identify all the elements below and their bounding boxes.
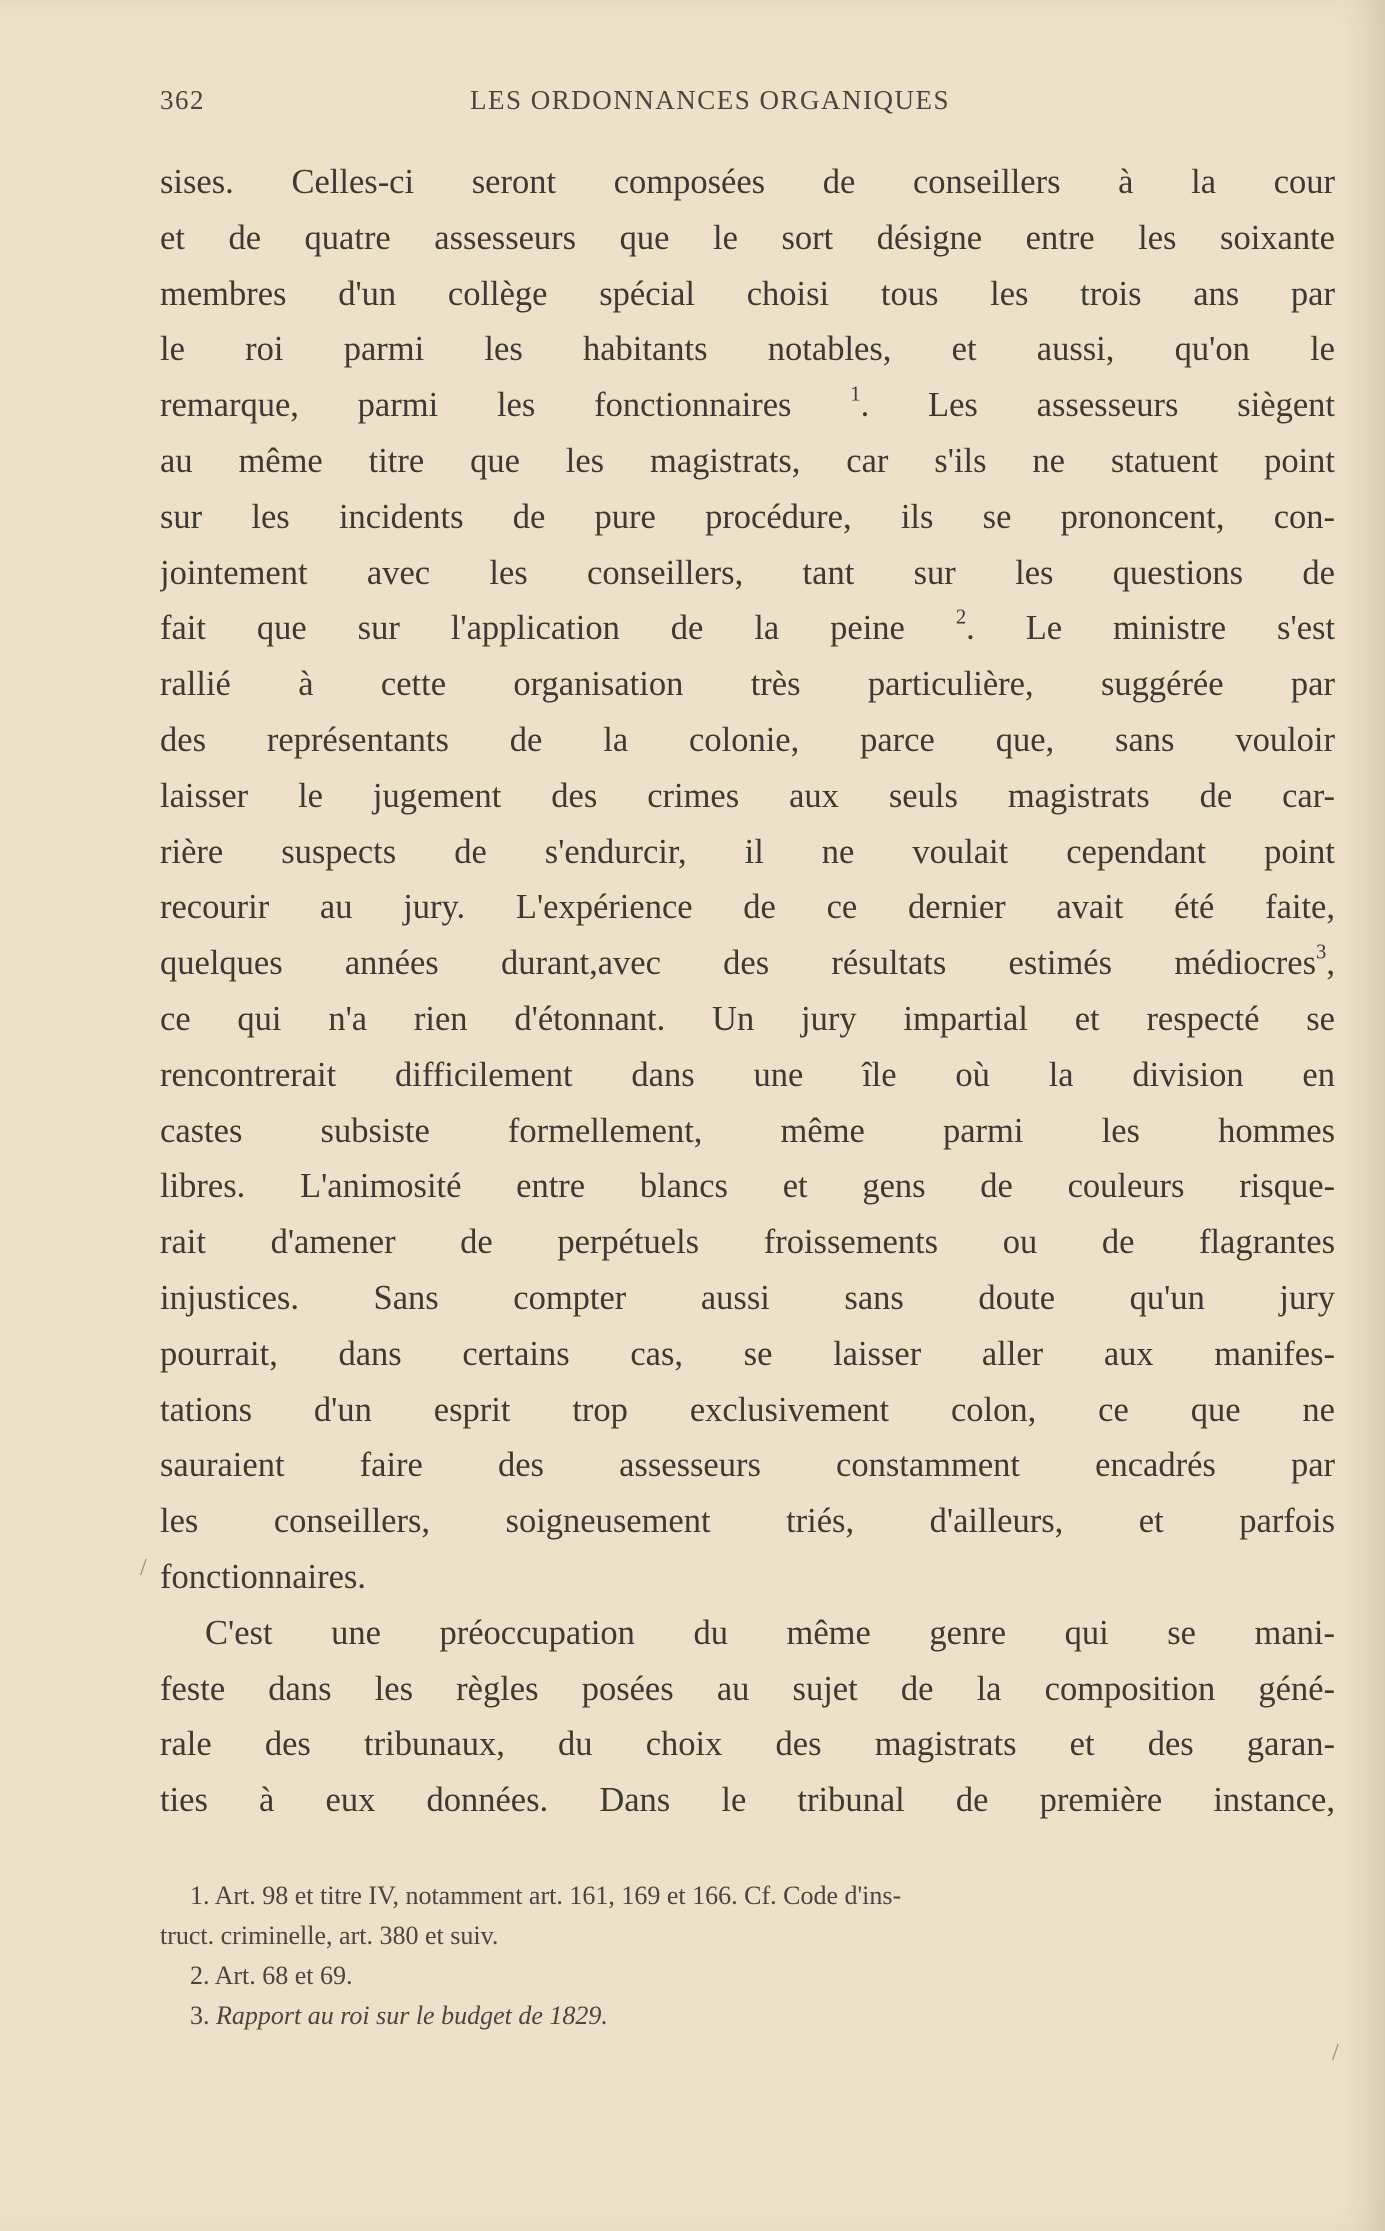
text-line: C'est une préoccupation du même genre qui se mani- xyxy=(205,1613,1335,1652)
footnote-ref: 3 xyxy=(1316,941,1327,964)
footnote-ref: 2 xyxy=(955,606,967,629)
text-line: au même titre que les magistrats, car s'ils ne statuent point xyxy=(160,441,1335,480)
footnote-ref: 1 xyxy=(850,383,861,406)
footnote-3-title: Rapport au roi sur le budget de 1829. xyxy=(216,2001,608,2030)
text-line xyxy=(160,936,1335,992)
page-number: 362 xyxy=(160,85,205,115)
footnote-3-number: 3. xyxy=(190,2001,210,2030)
text-line: rencontrerait difficilement dans une île où la division en xyxy=(160,1055,1335,1094)
text-segment: fait que sur l'application de la peine xyxy=(160,609,905,648)
text-line: jointement avec les conseillers, tant sur les questions de xyxy=(160,553,1335,592)
text-line: sur les incidents de pure procédure, ils se prononcent, con- xyxy=(160,497,1335,536)
text-line: laisser le jugement des crimes aux seuls magistrats de car- xyxy=(160,776,1335,815)
text-line: injustices. Sans compter aussi sans doute qu'un jury xyxy=(160,1278,1335,1317)
text-line: les conseillers, soigneusement triés, d'ailleurs, et parfois xyxy=(160,1502,1335,1541)
text-line: des représentants de la colonie, parce que, sans vouloir xyxy=(160,720,1335,759)
text-line: feste dans les règles posées au sujet de la composition géné- xyxy=(160,1669,1335,1708)
text-line: libres. L'animosité entre blancs et gens de couleurs risque- xyxy=(160,1167,1335,1206)
text-line: ties à eux données. Dans le tribunal de première instance, xyxy=(160,1781,1335,1820)
pencil-mark: / xyxy=(140,1555,147,1581)
text-line: tations d'un esprit trop exclusivement colon, ce que ne xyxy=(160,1390,1335,1429)
footnotes xyxy=(160,1876,1335,2036)
running-title: LES ORDONNANCES ORGANIQUES xyxy=(470,85,951,115)
pencil-mark: / xyxy=(1332,2040,1339,2066)
footnote-1-continuation: truct. criminelle, art. 380 et suiv. xyxy=(160,1921,499,1950)
text-line: ce qui n'a rien d'étonnant. Un jury impartial et respecté se xyxy=(160,999,1335,1038)
text-line: membres d'un collège spécial choisi tous les trois ans par xyxy=(160,274,1335,313)
body-text xyxy=(160,155,1335,1829)
text-line: sauraient faire des assesseurs constamment encadrés par xyxy=(160,1446,1335,1485)
text-line: fonctionnaires. xyxy=(160,1557,366,1596)
text-line: castes subsiste formellement, même parmi les hommes xyxy=(160,1111,1335,1150)
text-line: sises. Celles-ci seront composées de conseillers à la cour xyxy=(160,163,1335,201)
text-line: pourrait, dans certains cas, se laisser aller aux manifes- xyxy=(160,1334,1335,1373)
text-line xyxy=(160,601,1335,657)
text-line: rale des tribunaux, du choix des magistrats et des garan- xyxy=(160,1725,1335,1764)
text-segment: , xyxy=(1326,944,1335,983)
text-line: rallié à cette organisation très particulière, suggérée par xyxy=(160,665,1335,704)
footnote-2: 2. Art. 68 et 69. xyxy=(190,1961,353,1990)
text-line: rait d'amener de perpétuels froissements ou de flagrantes xyxy=(160,1223,1335,1262)
text-line: et de quatre assesseurs que le sort désigne entre les soixante xyxy=(160,218,1335,257)
text-segment: remarque, parmi les fonctionnaires xyxy=(160,386,792,425)
footnote-1: 1. Art. 98 et titre IV, notamment art. 161, 169 et 166. Cf. Code d'ins- xyxy=(190,1881,902,1910)
text-segment: . Le ministre s'est xyxy=(966,609,1335,648)
text-line: recourir au jury. L'expérience de ce dernier avait été faite, xyxy=(160,888,1335,927)
text-line xyxy=(160,378,1335,434)
text-segment: quelques années durant,avec des résultats estimés médiocres xyxy=(160,944,1317,983)
page-header xyxy=(160,85,1340,125)
footnote-3 xyxy=(160,1996,1335,2036)
text-line: rière suspects de s'endurcir, il ne voulait cependant point xyxy=(160,832,1335,871)
text-line: le roi parmi les habitants notables, et aussi, qu'on le xyxy=(160,330,1335,369)
text-segment: . Les assesseurs siègent xyxy=(860,386,1335,425)
